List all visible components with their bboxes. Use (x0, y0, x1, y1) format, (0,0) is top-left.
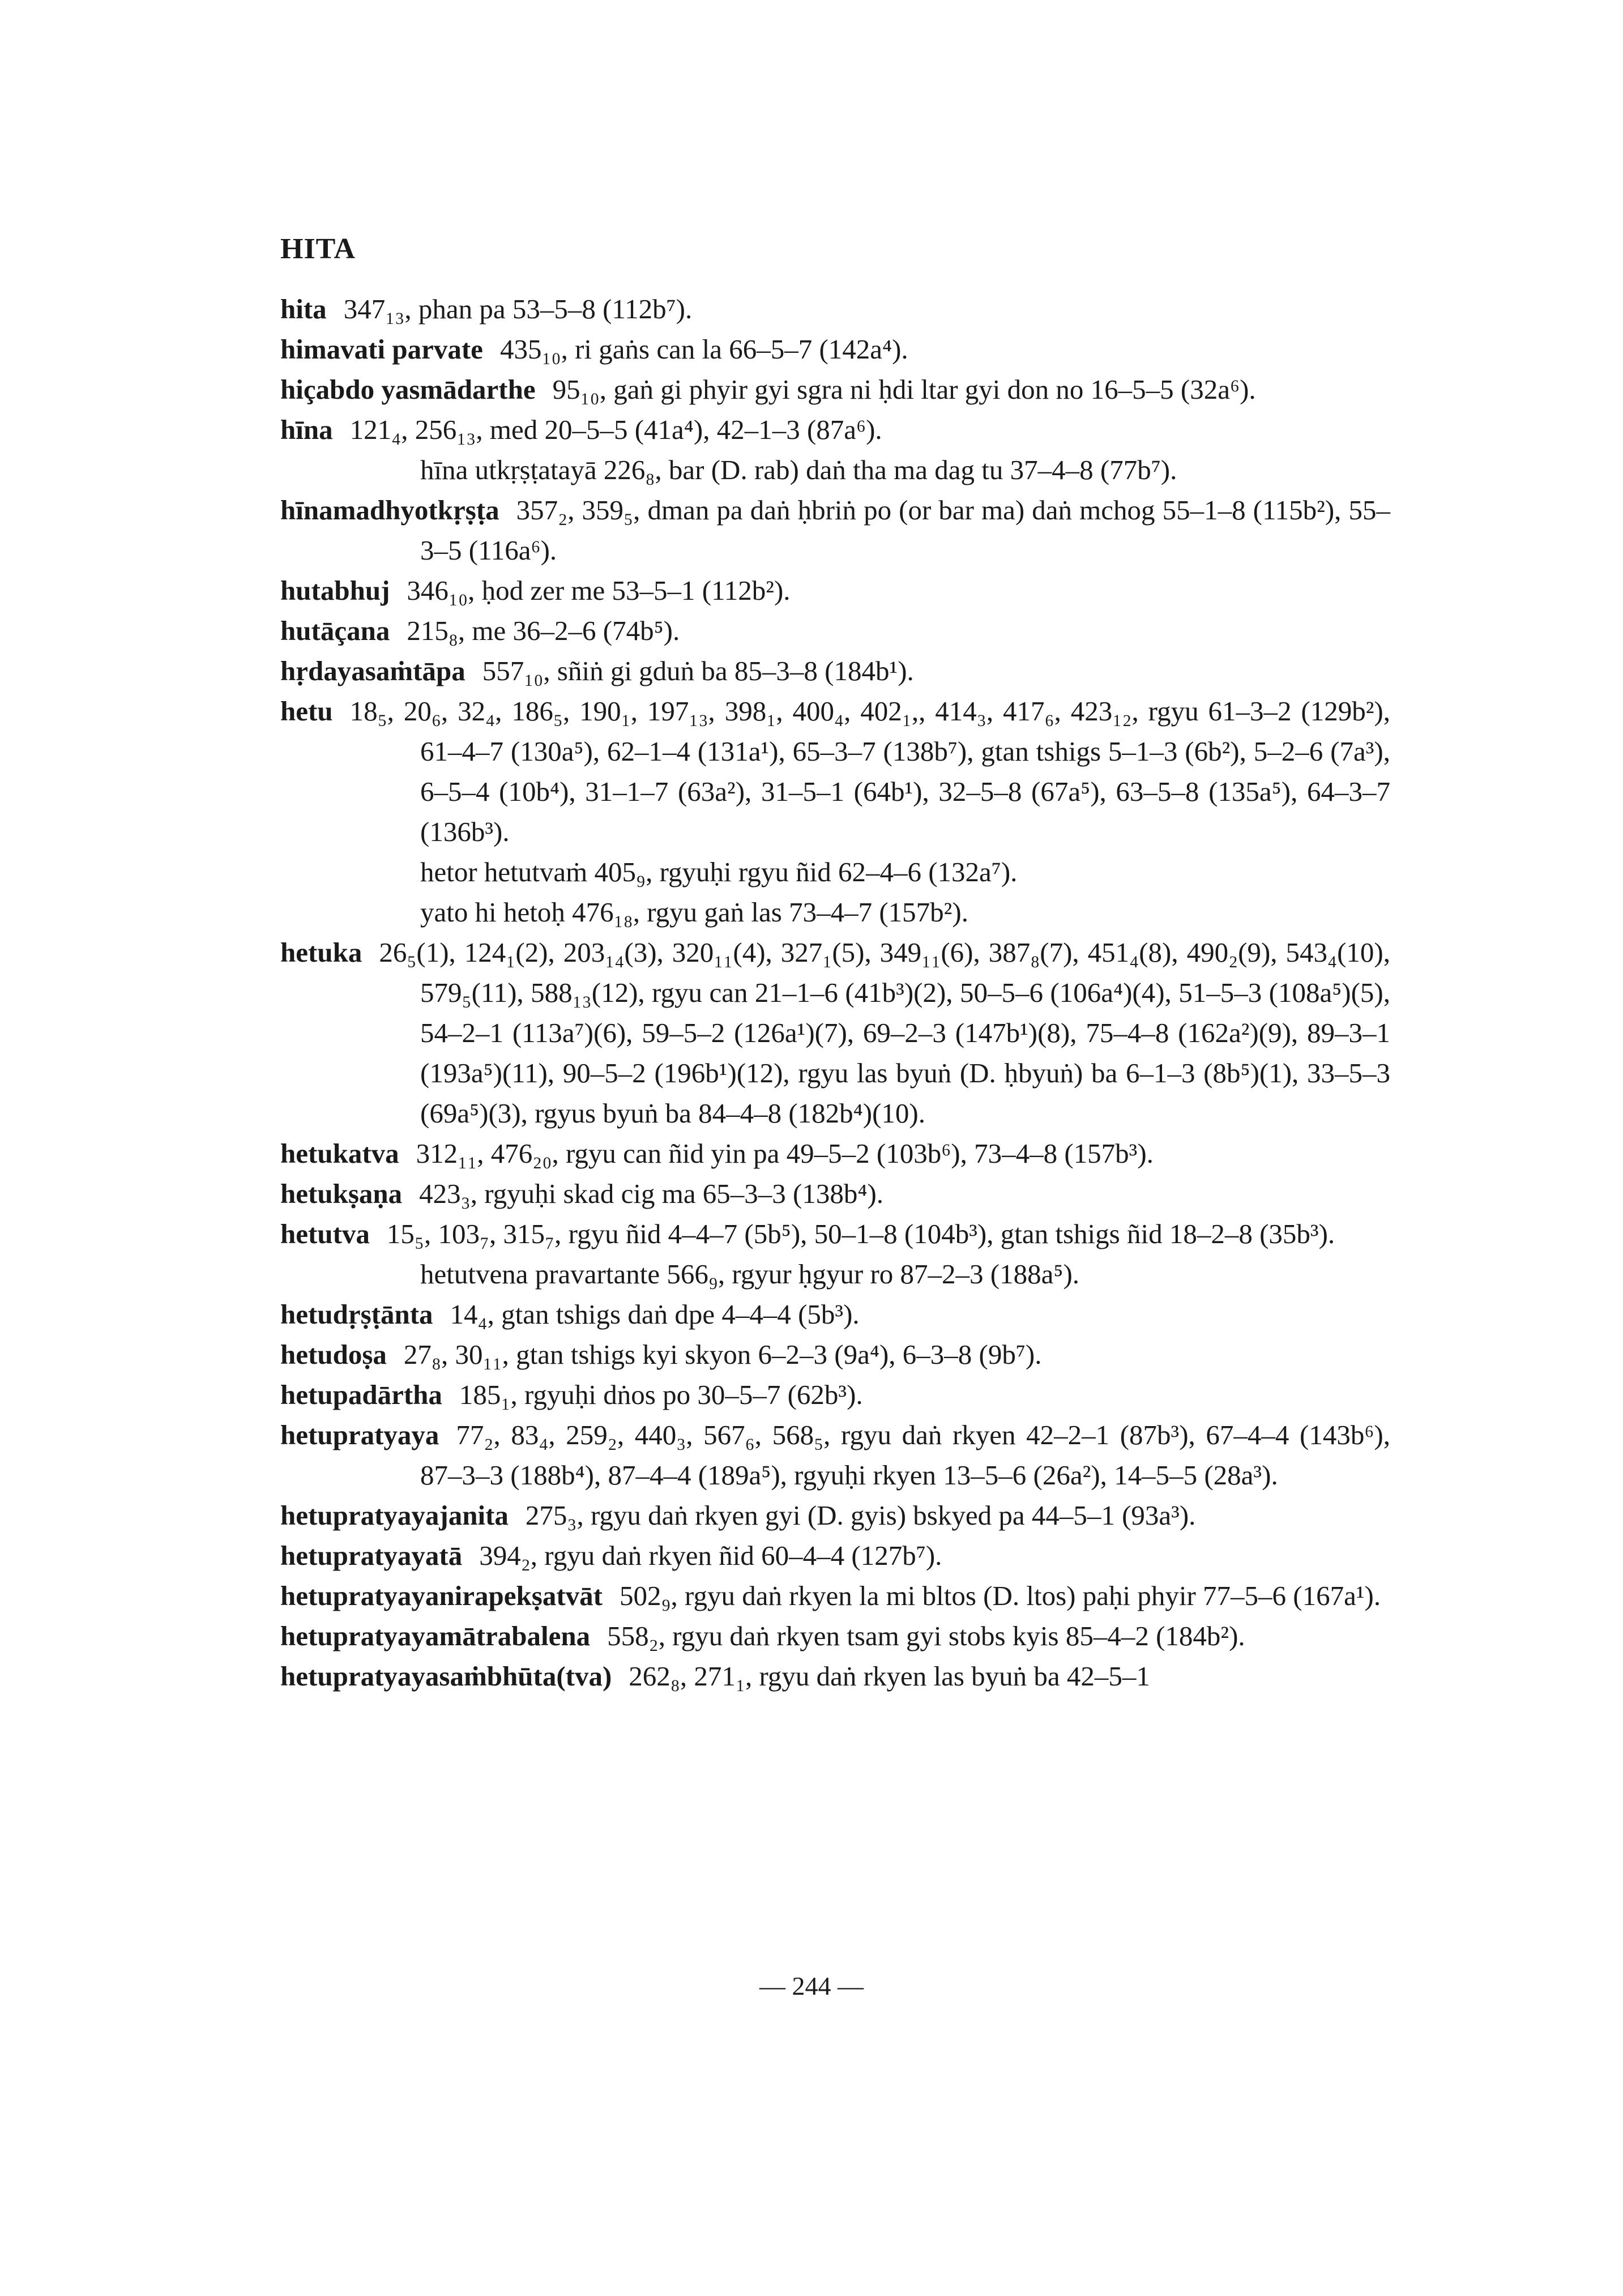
entry-headword: hutāçana (280, 615, 390, 646)
entry-headword: hetupratyaya (280, 1419, 439, 1450)
dictionary-entry (280, 409, 1390, 450)
entry-headword: hetupratyayamātrabalena (280, 1620, 591, 1651)
entry-definition: 557₁₀, sñiṅ gi gduṅ ba 85–3–8 (184b¹). (482, 655, 914, 686)
entry-definition: 357₂, 359₅, dman pa daṅ ḥbriṅ po (or bar ma) daṅ mchog 55–1–8 (115b²), 55–3–5 (116a⁶). (420, 494, 1390, 566)
entry-headword: hetupratyayajanita (280, 1500, 509, 1531)
dictionary-entry (280, 1334, 1390, 1375)
entry-headword: hetupratyayasaṁbhūta(tva) (280, 1661, 612, 1692)
dictionary-entry (280, 289, 1390, 329)
sub-entry: hetor hetutvaṁ 405₉, rgyuḥi rgyu ñid 62–4–6 (132a⁷). (420, 856, 1018, 887)
dictionary-entry (280, 651, 1390, 691)
entry-headword: hetudṛṣṭānta (280, 1299, 433, 1330)
entry-definition: 347₁₃, phan pa 53–5–8 (112b⁷). (343, 293, 693, 325)
entry-definition: 26₅(1), 124₁(2), 203₁₄(3), 320₁₁(4), 327₁(5), 349₁₁(6), 387₈(7), 451₄(8), 490₂(9), 543₄(10), 579₅(11), 588₁₃(12), rgyu can 21–1–6 (41b³)(2), 50–5–6 (106a⁴)(4), 51–5–3 (108a⁵)(5), 54–2–1 (113a⁷)(6), 59–5–2 (126a¹)(7), 69–2–3 (147b¹)(8), 75–4–8 (162a²)(9), 89–3–1 (193a⁵)(11), 90–5–2 (196b¹)(12), rgyu las byuṅ (D. ḥbyuṅ) ba 6–1–3 (8b⁵)(1), 33–5–3 (69a⁵)(3), rgyus byuṅ ba 84–4–8 (182b⁴)(10). (379, 937, 1390, 1129)
dictionary-entry (280, 369, 1390, 409)
entry-definition: 502₉, rgyu daṅ rkyen la mi bltos (D. ltos) paḥi phyir 77–5–6 (167a¹). (619, 1580, 1381, 1611)
dictionary-entry (280, 1415, 1390, 1495)
dictionary-entry (280, 1616, 1390, 1656)
entry-headword: hetu (280, 695, 333, 727)
dictionary-entry (280, 1214, 1390, 1254)
entry-headword: hetukatva (280, 1138, 399, 1169)
entry-headword: hutabhuj (280, 575, 390, 606)
entry-definition: 346₁₀, ḥod zer me 53–5–1 (112b²). (407, 575, 791, 606)
dictionary-entry (280, 1535, 1390, 1576)
dictionary-entry (280, 1294, 1390, 1334)
entry-definition: 394₂, rgyu daṅ rkyen ñid 60–4–4 (127b⁷). (479, 1540, 942, 1571)
sub-entry: hīna utkṛṣṭatayā 226₈, bar (D. rab) daṅ tha ma dag tu 37–4–8 (77b⁷). (420, 454, 1177, 485)
entry-headword: hetupratyayatā (280, 1540, 463, 1571)
entry-definition: 18₅, 20₆, 32₄, 186₅, 190₁, 197₁₃, 398₁, 400₄, 402₁,, 414₃, 417₆, 423₁₂, rgyu 61–3–2 (129b²), 61–4–7 (130a⁵), 62–1–4 (131a¹), 65–3–7 (138b⁷), gtan tshigs 5–1–3 (6b²), 5–2–6 (7a³), 6–5–4 (10b⁴), 31–1–7 (63a²), 31–5–1 (64b¹), 32–5–8 (67a⁵), 63–5–8 (135a⁵), 64–3–7 (136b³). (349, 695, 1390, 847)
dictionary-entry (280, 329, 1390, 369)
entry-definition: 215₈, me 36–2–6 (74b⁵). (407, 615, 680, 646)
entry-headword: hetuka (280, 937, 362, 968)
entry-headword: hetupadārtha (280, 1379, 442, 1410)
dictionary-entry (280, 1656, 1390, 1696)
entry-headword: hetudoṣa (280, 1339, 387, 1370)
entry-definition: 15₅, 103₇, 315₇, rgyu ñid 4–4–7 (5b⁵), 50–1–8 (104b³), gtan tshigs ñid 18–2–8 (35b³). (386, 1218, 1335, 1249)
entry-definition: 185₁, rgyuḥi dṅos po 30–5–7 (62b³). (459, 1379, 863, 1410)
entry-definition: 558₂, rgyu daṅ rkyen tsam gyi stobs kyis 85–4–2 (184b²). (607, 1620, 1245, 1651)
entry-definition: 312₁₁, 476₂₀, rgyu can ñid yin pa 49–5–2 (103b⁶), 73–4–8 (157b³). (416, 1138, 1154, 1169)
entry-definition: 262₈, 271₁, rgyu daṅ rkyen las byuṅ ba 42–5–1 (629, 1661, 1150, 1692)
entry-headword: hita (280, 293, 327, 325)
page-number: — 244 — (759, 1971, 864, 2000)
entry-definition: 27₈, 30₁₁, gtan tshigs kyi skyon 6–2–3 (9a⁴), 6–3–8 (9b⁷). (403, 1339, 1042, 1370)
dictionary-entry (280, 611, 1390, 651)
dictionary-entry (280, 570, 1390, 611)
entry-list (280, 289, 1390, 1696)
entry-definition: 95₁₀, gaṅ gi phyir gyi sgra ni ḥdi ltar gyi don no 16–5–5 (32a⁶). (552, 374, 1256, 405)
section-title: HITA (280, 233, 356, 265)
entry-headword: hīna (280, 414, 333, 445)
dictionary-entry (280, 1173, 1390, 1214)
dictionary-entry (280, 1576, 1390, 1616)
entry-headword: hīnamadhyotkṛṣṭa (280, 494, 499, 526)
entry-headword: hṛdayasaṁtāpa (280, 655, 465, 686)
sub-entry: hetutvena pravartante 566₉, rgyur ḥgyur ro 87–2–3 (188a⁵). (420, 1258, 1080, 1290)
entry-headword: hetupratyayanirapekṣatvāt (280, 1580, 603, 1611)
entry-definition: 77₂, 83₄, 259₂, 440₃, 567₆, 568₅, rgyu daṅ rkyen 42–2–1 (87b³), 67–4–4 (143b⁶), 87–3–3 (188b⁴), 87–4–4 (189a⁵), rgyuḥi rkyen 13–5–6 (26a²), 14–5–5 (28a³). (420, 1419, 1390, 1491)
dictionary-entry (280, 1495, 1390, 1535)
entry-definition: 435₁₀, ri gaṅs can la 66–5–7 (142a⁴). (499, 334, 908, 365)
dictionary-entry (280, 932, 1390, 1133)
dictionary-entry (280, 691, 1390, 852)
dictionary-entry (280, 1375, 1390, 1415)
entry-headword: hiçabdo yasmādarthe (280, 374, 536, 405)
entry-definition: 14₄, gtan tshigs daṅ dpe 4–4–4 (5b³). (450, 1299, 860, 1330)
entry-headword: himavati parvate (280, 334, 483, 365)
entry-headword: hetutva (280, 1218, 370, 1249)
entry-definition: 121₄, 256₁₃, med 20–5–5 (41a⁴), 42–1–3 (87a⁶). (349, 414, 882, 445)
entry-headword: hetukṣaṇa (280, 1178, 403, 1209)
dictionary-entry (280, 1133, 1390, 1173)
dictionary-entry (280, 490, 1390, 570)
entry-definition: 275₃, rgyu daṅ rkyen gyi (D. gyis) bskyed pa 44–5–1 (93a³). (525, 1500, 1196, 1531)
sub-entry: yato hi hetoḥ 476₁₈, rgyu gaṅ las 73–4–7 (157b²). (420, 897, 968, 928)
entry-definition: 423₃, rgyuḥi skad cig ma 65–3–3 (138b⁴). (419, 1178, 884, 1209)
